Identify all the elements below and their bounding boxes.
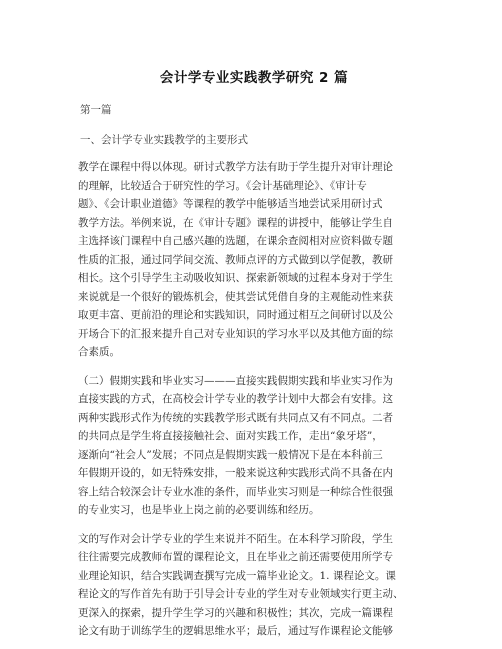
text-line: 更深入的探索，提升学生学习的兴趣和积极性；其次，完成一篇课程: [78, 606, 393, 619]
paragraph-3: [78, 530, 430, 641]
text-line: 教学方法。举例来说，在《审计专题》课程的讲授中，能够让学生自: [78, 216, 393, 229]
text-line: 业理论知识，结合实践调查撰写完成一篇毕业论文。1. 课程论文。课: [78, 569, 396, 582]
text-line: 两种实践形式作为传统的实践教学形式既有共同点又有不同点。二者: [78, 411, 393, 424]
text-line: 的专业实习，也是毕业上岗之前的必要训练和经历。: [78, 504, 320, 516]
text-line: 相长。这个引导学生主动吸收知识、探索新领域的过程本身对于学生: [78, 272, 393, 284]
text-line: 题》、《会计职业道德》等课程的教学中能够适当地尝试采用研讨式: [78, 198, 383, 210]
text-line: 的共同点是学生将直接接触社会、面对实践工作，走出“象牙塔”，: [78, 430, 383, 442]
text-line: 来说就是一个很好的锻炼机会，使其尝试凭借自身的主观能动性来获: [78, 290, 393, 303]
text-line: 直接实践的方式，在高校会计学专业的教学计划中大都会有安排。这: [78, 393, 393, 405]
text-line: 逐渐向“社会人”发展；不同点是假期实践一般情况下是在本科前三: [78, 448, 383, 461]
text-line: 往往需要完成教师布置的课程论文，且在毕业之前还需要使用所学专: [78, 551, 393, 563]
paragraph-2: [78, 372, 430, 520]
text-line: 的理解，比较适合于研究性的学习。《会计基础理论》、《审计专: [78, 179, 367, 192]
text-line: 开场合下的汇报来提升自己对专业知识的学习水平以及其他方面的综: [78, 327, 393, 340]
text-line: 年假期开设的，如无特殊安排，一般来说这种实践形式尚不具备在内: [78, 467, 393, 479]
text-line: （二）假期实践和毕业实习———直接实践假期实践和毕业实习作为: [78, 374, 393, 387]
paragraph-1: [78, 158, 430, 362]
text-line: 文的写作对会计学专业的学生来说并不陌生。在本科学习阶段，学生: [78, 532, 393, 545]
text-line: 性质的汇报，通过同学间交流、教师点评的方式做到以学促教，教研: [78, 253, 393, 266]
text-line: 合素质。: [78, 346, 120, 358]
text-line: 程论文的写作首先有助于引导会计专业的学生对专业领域实行更主动、: [78, 588, 404, 600]
part-label: 第一篇: [80, 104, 112, 116]
section-heading: 一、会计学专业实践教学的主要形式: [80, 134, 248, 146]
text-line: 主选择该门课程中自己感兴趣的选题，在课余查阅相对应资料做专题: [78, 235, 393, 247]
text-line: 容上结合较深会计专业水准的条件，而毕业实习则是一种综合性很强: [78, 485, 393, 498]
document-title: 会计学专业实践教学研究 2 篇: [159, 70, 349, 86]
text-line: 教学在课程中得以体现。研讨式教学方法有助于学生提升对审计理论: [78, 161, 393, 173]
text-line: 取更丰富、更前沿的理论和实践知识，同时通过相互之间研讨以及公: [78, 309, 393, 321]
text-line: 论文有助于训练学生的逻辑思维水平；最后，通过写作课程论文能够: [78, 625, 393, 637]
